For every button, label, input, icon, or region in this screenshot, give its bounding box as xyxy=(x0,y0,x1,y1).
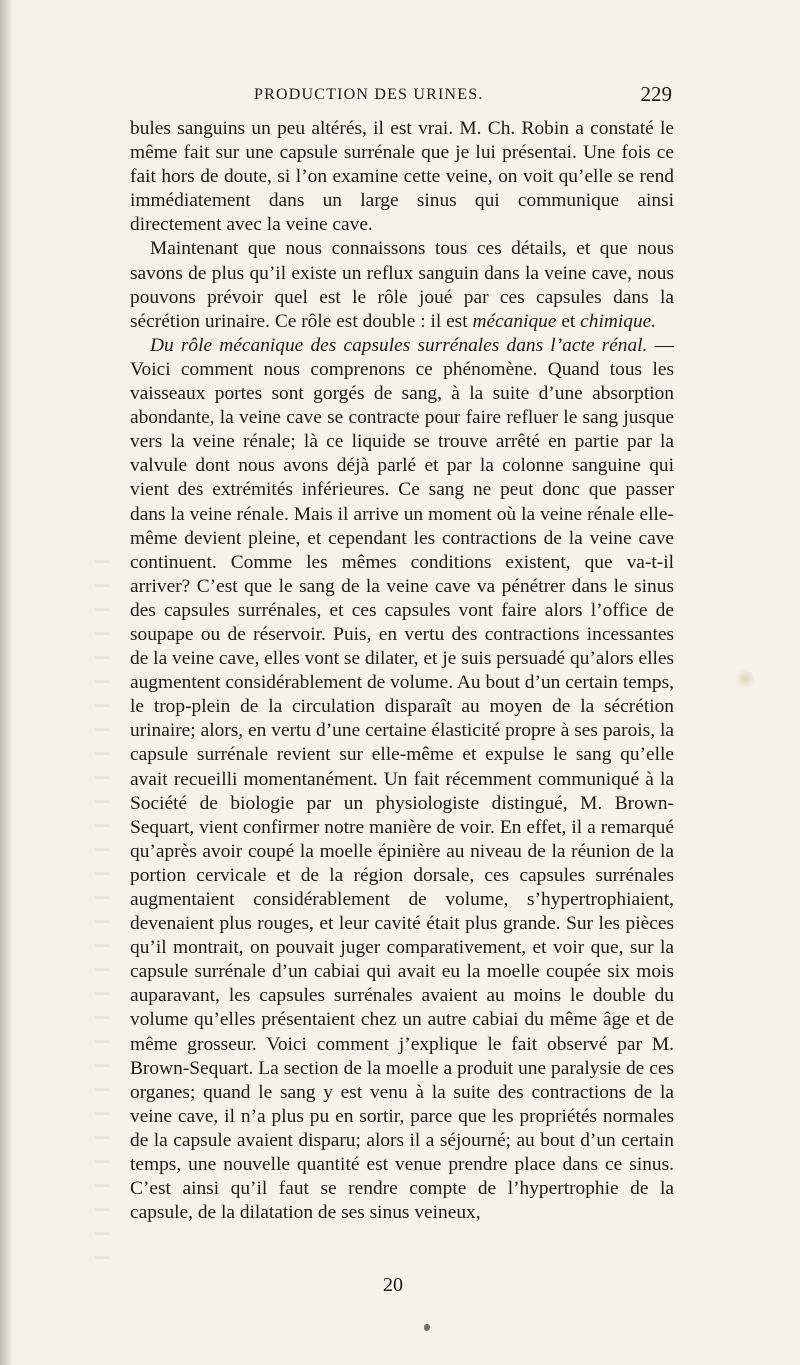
paragraph-role-double xyxy=(130,237,674,333)
gutter-stain xyxy=(95,560,109,1280)
running-title: PRODUCTION DES URINES. xyxy=(254,86,484,103)
paragraph-role-mecanique xyxy=(130,334,674,1225)
binding-shadow xyxy=(0,0,12,1365)
running-head xyxy=(232,82,672,110)
signature-mark: 20 xyxy=(383,1274,403,1296)
paper-stain xyxy=(734,670,756,688)
italic-term-chimique: chimique. xyxy=(580,310,657,332)
text-segment: Maintenant que nous connaissons tous ces détails, et que nous savons de plus qu’il existe un reflux sanguin dans la veine cave, nous pouvons prévoir quel est le rôle joué par ces capsules dans la sécrétion urinaire. Ce rôle est double : il est xyxy=(130,238,674,332)
body-text xyxy=(130,117,674,1225)
text-segment: — Voici comment nous comprenons ce phénomène. Quand tous les vaisseaux portes sont gorgés de sang, à la suite d’une absorption abondante, la veine cave se contracte pour faire refluer le sang jusque vers la veine rénale; là ce liquide se trouve arrêté en partie par la valvule dont nous avons déjà parlé et par la colonne sanguine qui vient des extrémités inférieures. Ce sang ne peut donc que passer dans la veine rénale. Mais il arrive un moment où la veine rénale elle-même devient pleine, et cependant les contractions de la veine cave continuent. Comme les mêmes conditions existent, que va-t-il arriver? C’est que le sang de la veine cave va pénétrer dans le sinus des capsules surrénales, et ces capsules vont faire alors l’office de soupape ou de réservoir. Puis, en vertu des contractions incessantes de la veine cave, elles vont se dilater, et je suis persuadé qu’alors elles augmentent considérablement de volume. Au bout d’un certain temps, le trop-plein de la circulation disparaît au moyen de la sécrétion urinaire; alors, en vertu d’une certaine élasticité propre à ses parois, la capsule surrénale revient sur elle-même et expulse le sang qu’elle avait recueilli momentanément. Un fait récemment communiqué à la Société de biologie par un physiologiste distingué, M. Brown-Sequart, vient confirmer notre manière de voir. En effet, il a remarqué qu’après avoir coupé la moelle épinière au niveau de la réunion de la portion cervicale et de la région dorsale, ces capsules surrénales augmentaient considérablement de volume, s’hypertrophiaient, devenaient plus rouges, et leur cavité était plus grande. Sur les pièces qu’il montrait, on pouvait juger comparativement, et voir que, sur la capsule surrénale d’un cabiai qui avait eu la moelle coupée six mois auparavant, les capsules surrénales avaient au moins le double du volume qu’elles présentaient chez un autre cabiai du même âge et de même grosseur. Voici comment j’explique le fait observé par M. Brown-Sequart. La section de la moelle a produit une paralysie de ces organes; quand le sang y est venu à la suite des contractions de la veine cave, il n’a plus pu en sortir, parce que les propriétés normales de la capsule avaient disparu; alors il a séjourné; au bout d’un certain temps, une nouvelle quantité est venue prendre place dans ce sinus. C’est ainsi qu’il faut se rendre compte de l’hypertrophie de la capsule, de la dilatation de ses sinus veineux, xyxy=(130,334,674,1224)
section-heading-italic: Du rôle mécanique des capsules surrénales dans l’acte rénal. xyxy=(150,334,648,356)
paragraph-continuation xyxy=(130,117,674,237)
page-number: 229 xyxy=(640,82,672,106)
ink-speck xyxy=(424,1324,430,1331)
italic-term-mecanique: mécanique xyxy=(472,310,557,332)
text-segment: et xyxy=(556,310,581,332)
text-segment: bules sanguins un peu altérés, il est vrai. M. Ch. Robin a constaté le même fait sur une capsule surrénale que je lui présentai. Une fois ce fait hors de doute, si l’on examine cette veine, on voit qu’elle se rend immédiatement dans un large sinus qui communique ainsi directement avec la veine cave. xyxy=(130,118,674,236)
